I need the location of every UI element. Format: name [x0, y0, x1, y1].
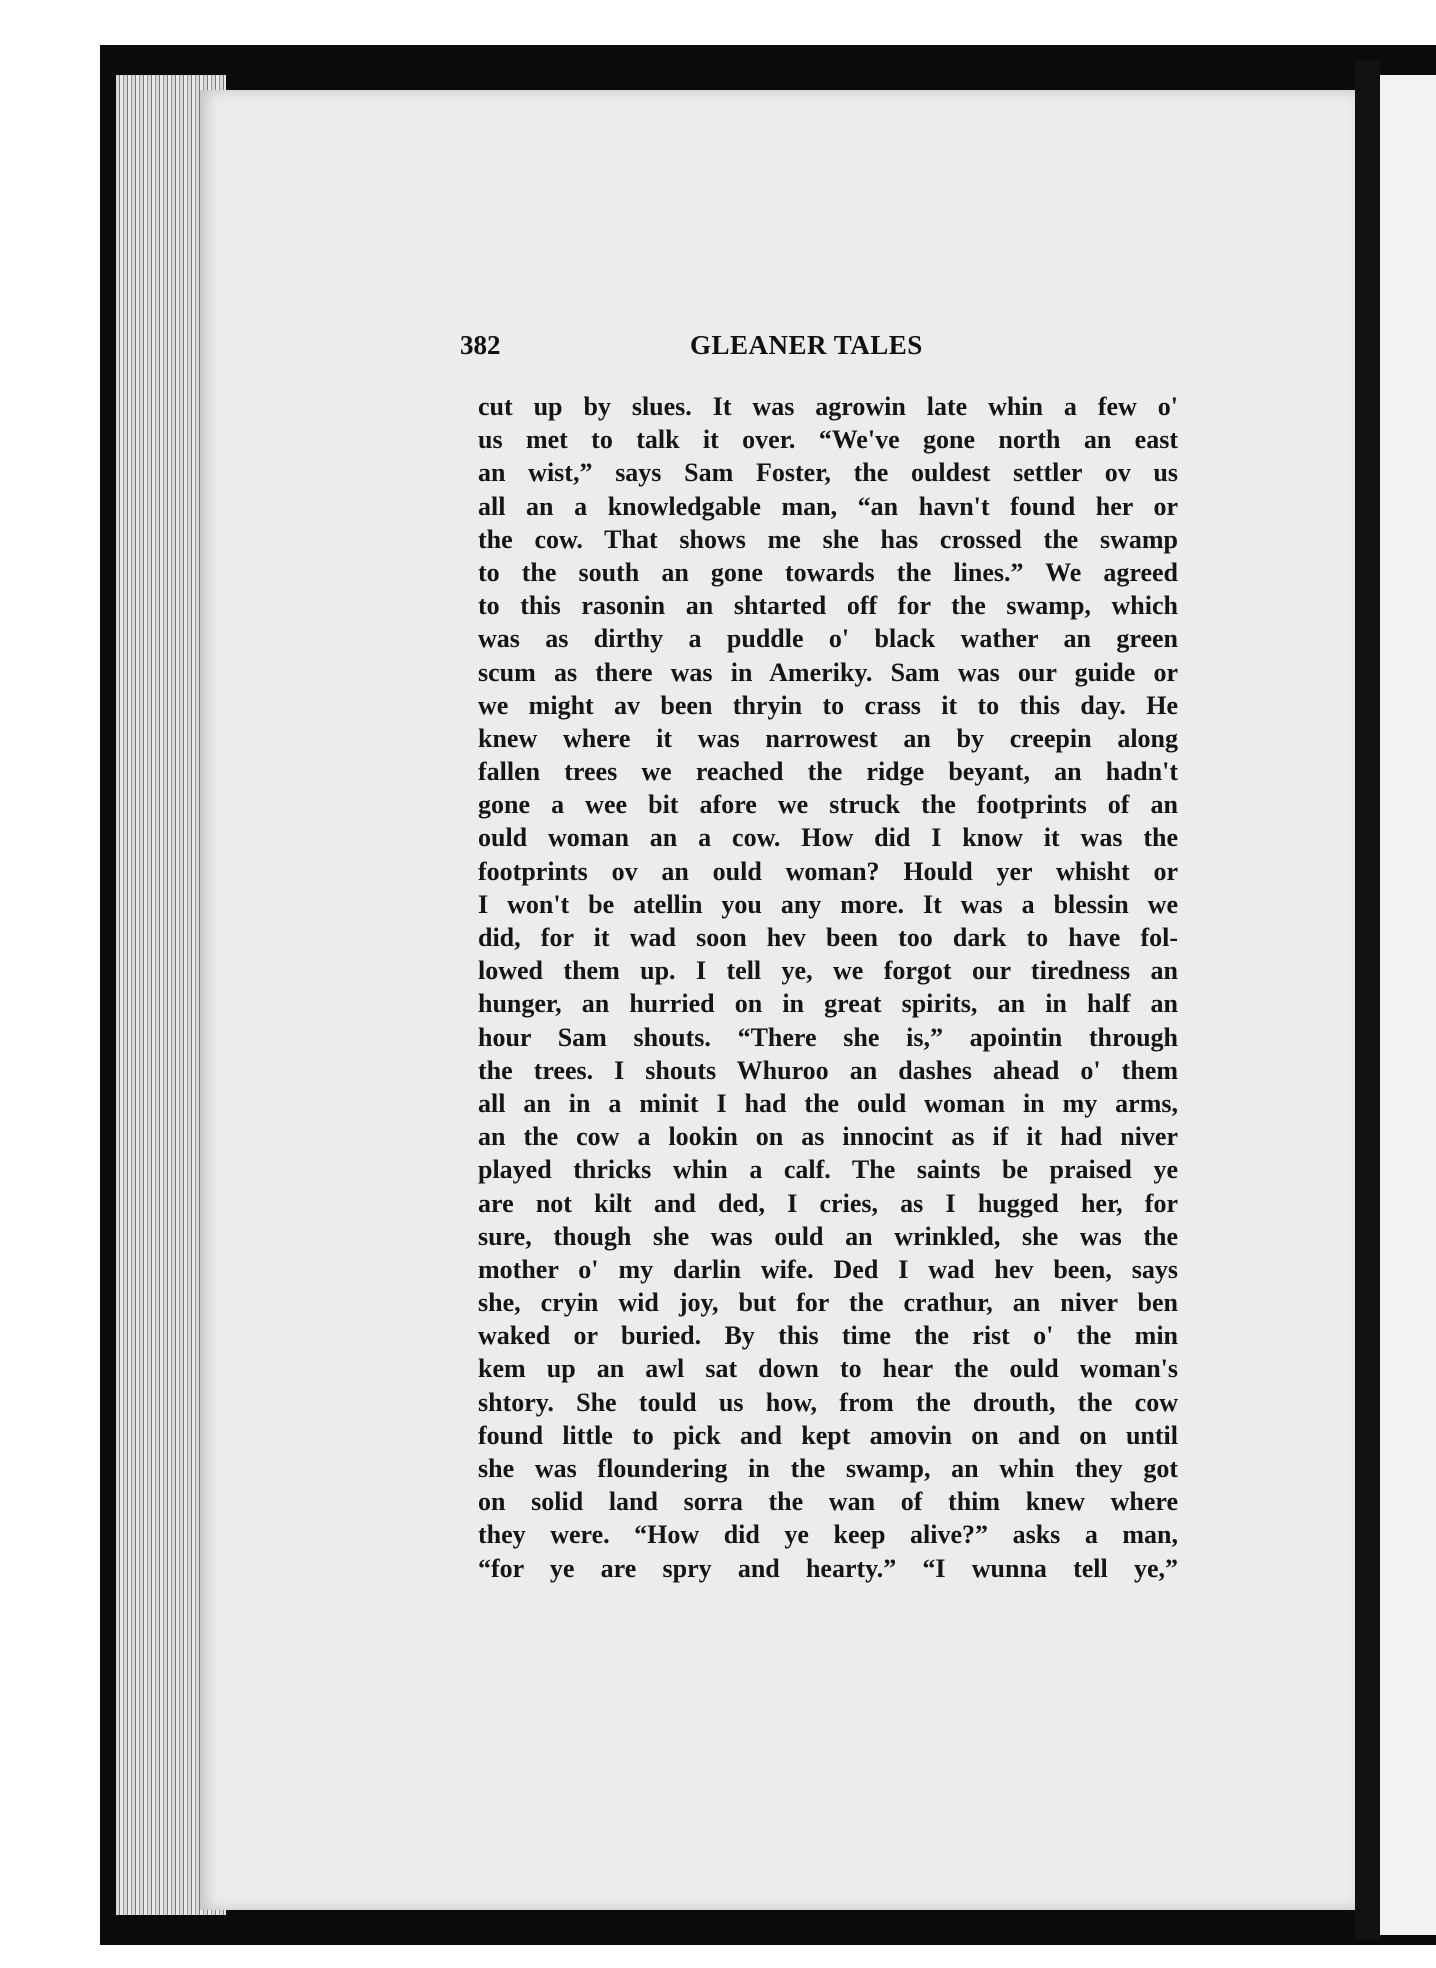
text-line: hour Sam shouts. “There she is,” apointin through — [478, 1022, 1178, 1052]
running-title: GLEANER TALES — [690, 330, 923, 360]
page-number: 382 — [460, 330, 501, 360]
text-line: to the south an gone towards the lines.” We agreed — [478, 557, 1178, 587]
text-line: fallen trees we reached the ridge beyant, an hadn't — [478, 757, 1178, 787]
text-line: waked or buried. By this time the rist o' the min — [478, 1321, 1178, 1351]
page-header — [460, 330, 1170, 370]
text-line: they were. “How did ye keep alive?” asks a man, — [478, 1520, 1178, 1550]
text-line: she was floundering in the swamp, an whin they got — [478, 1454, 1178, 1483]
text-line: hunger, an hurried on in great spirits, an in half an — [478, 989, 1178, 1019]
text-line: kem up an awl sat down to hear the ould woman's — [478, 1354, 1178, 1384]
text-line: played thricks whin a calf. The saints be praised ye — [478, 1155, 1178, 1185]
text-line: cut up by slues. It was agrowin late whin a few o' — [478, 392, 1178, 421]
text-line: mother o' my darlin wife. Ded I wad hev been, says — [478, 1254, 1178, 1284]
text-line: to this rasonin an shtarted off for the swamp, which — [478, 591, 1178, 621]
text-line: gone a wee bit afore we struck the footprints of an — [478, 790, 1178, 820]
text-line: lowed them up. I tell ye, we forgot our tiredness an — [478, 956, 1178, 986]
text-line: shtory. She tould us how, from the drouth, the cow — [478, 1387, 1178, 1417]
text-line: on solid land sorra the wan of thim knew where — [478, 1487, 1178, 1517]
text-line: footprints ov an ould woman? Hould yer whisht or — [478, 856, 1178, 886]
book-gutter — [1355, 60, 1380, 1940]
text-line: ould woman an a cow. How did I know it was the — [478, 823, 1178, 853]
facing-page-edge — [1380, 75, 1436, 1935]
text-line: sure, though she was ould an wrinkled, she was the — [478, 1221, 1178, 1251]
text-line: are not kilt and ded, I cries, as I hugged her, for — [478, 1188, 1178, 1218]
text-line: knew where it was narrowest an by creepin along — [478, 723, 1178, 753]
text-line: an the cow a lookin on as innocint as if it had niver — [478, 1122, 1178, 1152]
text-line: the trees. I shouts Whuroo an dashes ahead o' them — [478, 1055, 1178, 1085]
text-line: us met to talk it over. “We've gone north an east — [478, 425, 1178, 455]
text-line: we might av been thryin to crass it to this day. He — [478, 690, 1178, 720]
text-line: the cow. That shows me she has crossed the swamp — [478, 524, 1178, 554]
body-text — [478, 390, 1178, 1585]
text-line: was as dirthy a puddle o' black wather an green — [478, 624, 1178, 654]
text-line: did, for it wad soon hev been too dark to have fol- — [478, 923, 1178, 952]
text-line: all an a knowledgable man, “an havn't found her or — [478, 491, 1178, 521]
text-line: an wist,” says Sam Foster, the ouldest settler ov us — [478, 458, 1178, 488]
text-line: “for ye are spry and hearty.” “I wunna tell ye,” — [478, 1553, 1178, 1583]
text-line: scum as there was in Ameriky. Sam was our guide or — [478, 657, 1178, 687]
text-line: I won't be atellin you any more. It was a blessin we — [478, 889, 1178, 919]
text-line: all an in a minit I had the ould woman in my arms, — [478, 1088, 1178, 1118]
text-line: found little to pick and kept amovin on and on until — [478, 1420, 1178, 1450]
text-line: she, cryin wid joy, but for the crathur, an niver ben — [478, 1288, 1178, 1318]
